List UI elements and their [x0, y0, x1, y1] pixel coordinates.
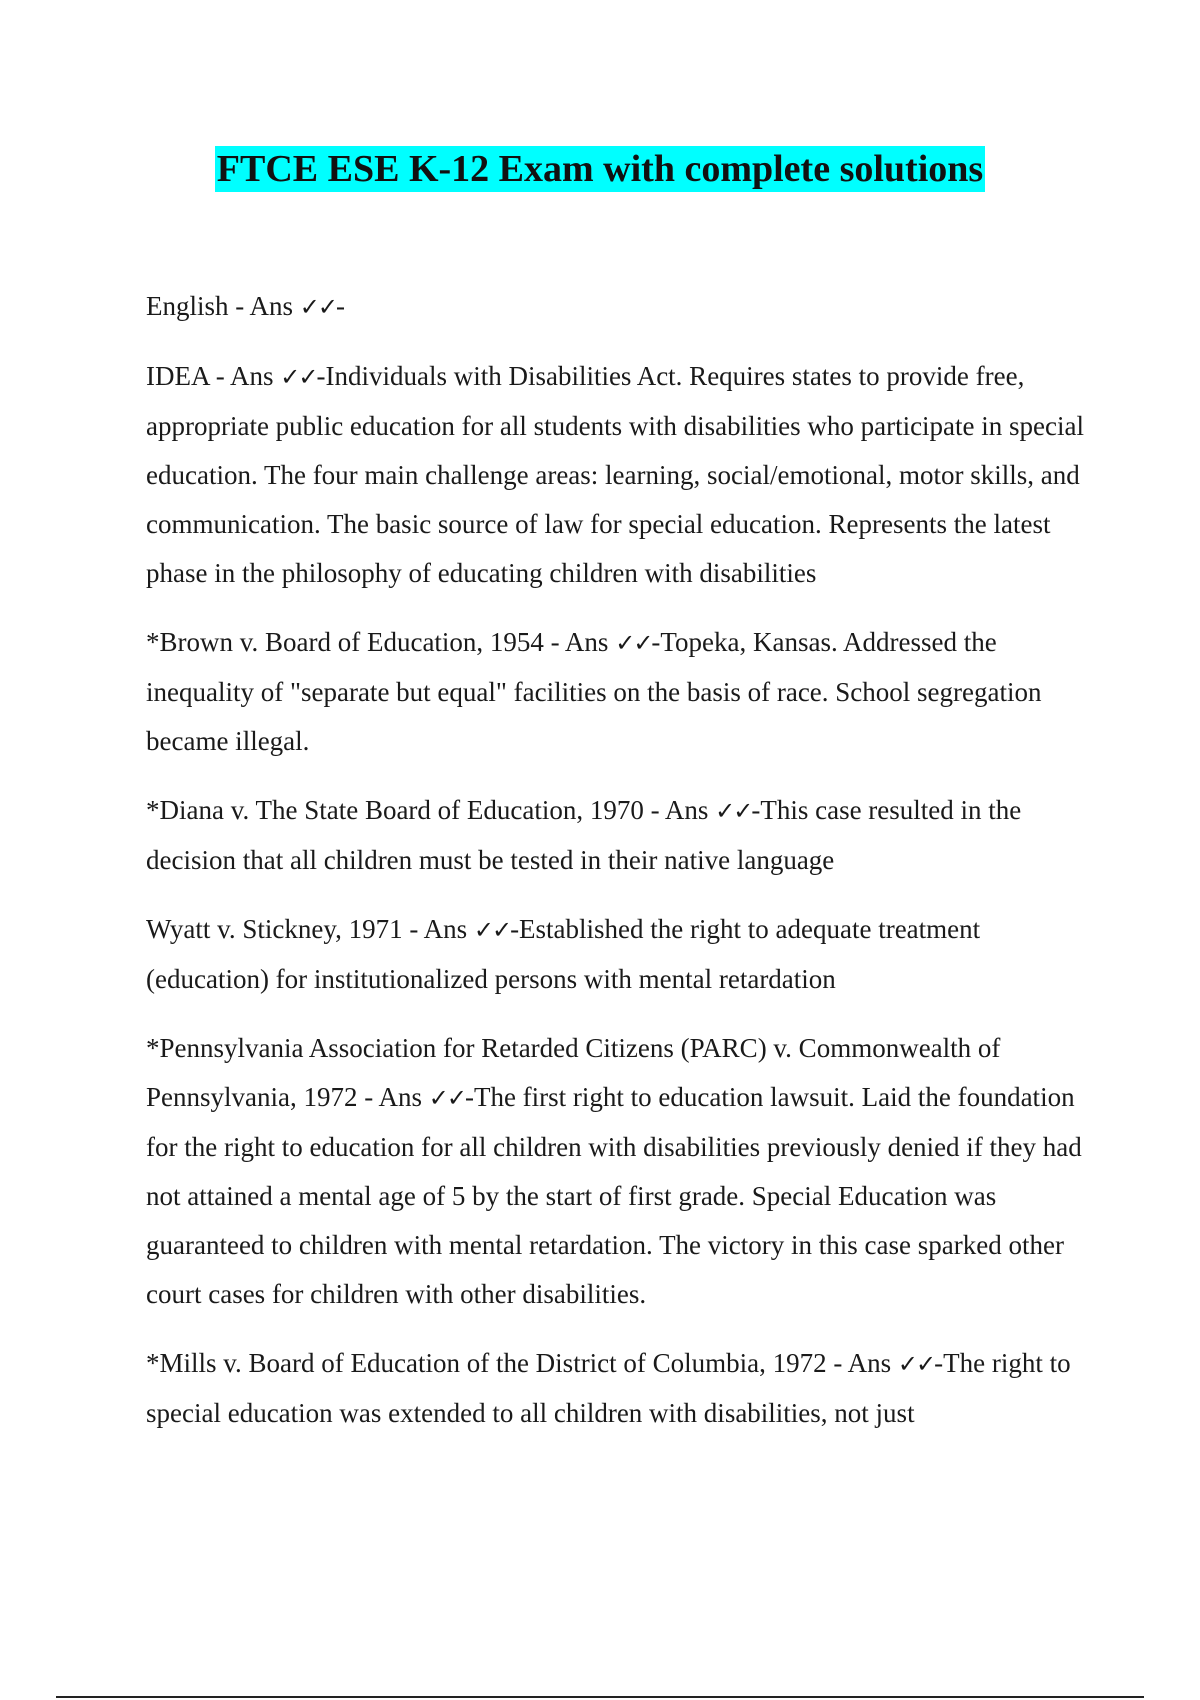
footer-divider: [56, 1696, 1144, 1698]
double-check-icon: ✓✓: [280, 363, 317, 391]
entry-answer: -Established the right to adequate treatment (education) for institutionalized persons with mental retardation: [146, 914, 981, 994]
double-check-icon: ✓✓: [897, 1350, 935, 1378]
entry-mills: [146, 1339, 1096, 1438]
entry-answer: -This case resulted in the decision that all children must be tested in their native language: [146, 795, 1022, 875]
entry-term: *Brown v. Board of Education, 1954 - Ans: [146, 627, 616, 657]
entry-english: [146, 282, 1096, 332]
double-check-icon: ✓✓: [473, 916, 511, 944]
title-wrap: [0, 146, 1200, 192]
entry-answer: -Topeka, Kansas. Addressed the inequality of "separate but equal" facilities on the basis of race. School segregation became illegal.: [146, 627, 1042, 756]
entry-answer: -The first right to education lawsuit. Laid the foundation for the right to education for all children with disabilities previously denied if they had not attained a mental age of 5 by the start of first grade. Special Education was guaranteed to children with mental retardation. The victory in this case sparked other court cases for children with other disabilities.: [146, 1082, 1082, 1309]
entry-term: *Diana v. The State Board of Education, 1970 - Ans: [146, 795, 716, 825]
double-check-icon: ✓✓: [299, 293, 336, 321]
entry-answer: -Individuals with Disabilities Act. Requires states to provide free, appropriate public education for all students with disabilities who participate in special education. The four main challenge areas: learning, social/emotional, motor skills, and communication. The basic source of law for special education. Represents the latest phase in the philosophy of educating children with disabilities: [146, 361, 1084, 588]
document-content: [146, 282, 1096, 1458]
entry-brown: [146, 618, 1096, 766]
entry-term: English - Ans: [146, 291, 300, 321]
entry-term: IDEA - Ans: [146, 361, 281, 391]
entry-diana: [146, 786, 1096, 885]
entry-term: *Pennsylvania Association for Retarded Citizens (PARC) v. Commonwealth of Pennsylvania, 1972 - Ans: [146, 1033, 1001, 1112]
entry-idea: [146, 352, 1096, 598]
entry-term: *Mills v. Board of Education of the District of Columbia, 1972 - Ans: [146, 1348, 898, 1378]
entry-answer: -: [335, 291, 345, 321]
double-check-icon: ✓✓: [428, 1084, 465, 1112]
entry-answer: -The right to special education was extended to all children with disabilities, not just: [146, 1348, 1071, 1428]
entry-term: Wyatt v. Stickney, 1971 - Ans: [146, 914, 474, 944]
entry-parc: [146, 1024, 1096, 1319]
document-title: FTCE ESE K-12 Exam with complete solutions: [216, 148, 984, 190]
entry-wyatt: [146, 905, 1096, 1004]
double-check-icon: ✓✓: [615, 629, 652, 657]
double-check-icon: ✓✓: [715, 797, 752, 825]
